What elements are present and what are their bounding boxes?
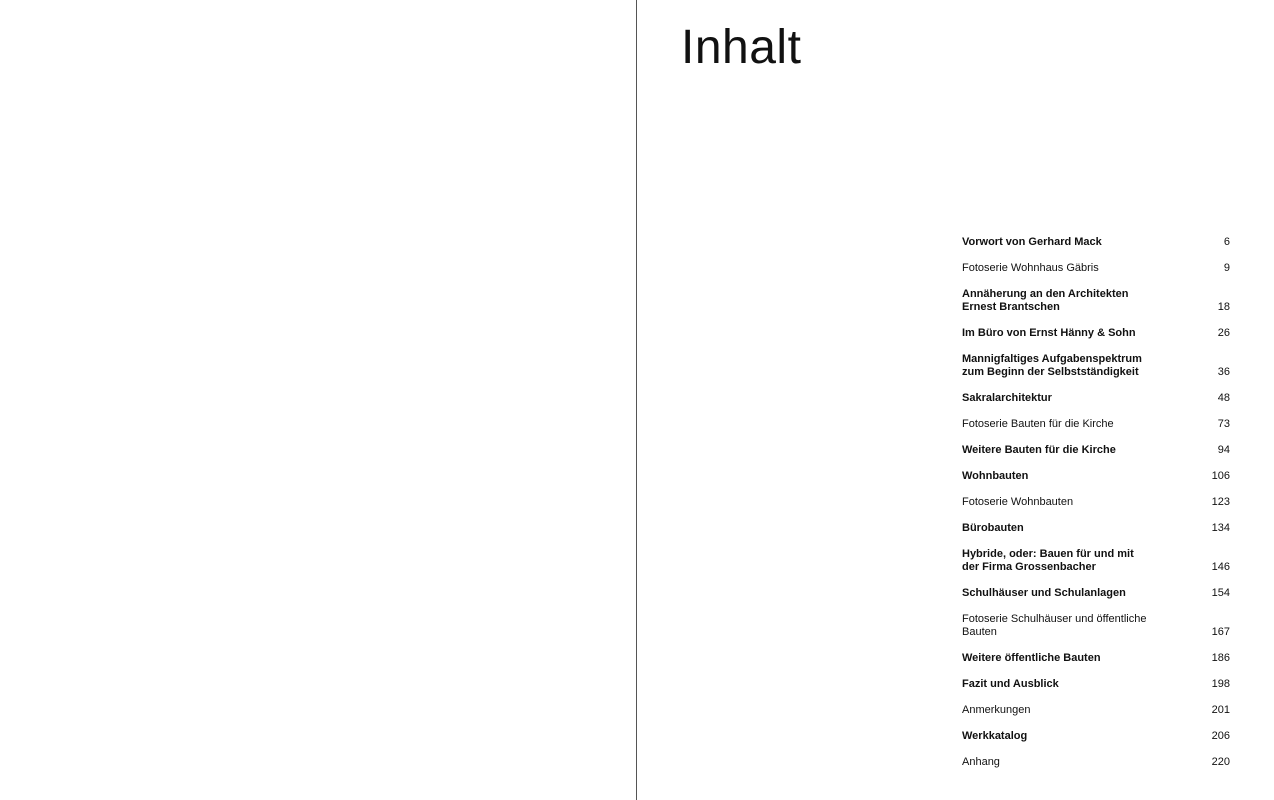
- toc-entry[interactable]: [962, 704, 1230, 717]
- toc-entry-title: Schulhäuser und Schulanlagen: [962, 587, 1126, 599]
- toc-entry[interactable]: [962, 327, 1230, 340]
- toc-entry[interactable]: [962, 756, 1230, 769]
- toc-entry-title: Vorwort von Gerhard Mack: [962, 236, 1102, 248]
- toc-entry-page: 154: [1211, 587, 1230, 599]
- table-of-contents: [962, 236, 1230, 782]
- toc-entry-page: 94: [1217, 444, 1230, 456]
- toc-entry[interactable]: [962, 730, 1230, 743]
- toc-entry[interactable]: [962, 522, 1230, 535]
- toc-entry-title: Bürobauten: [962, 522, 1024, 534]
- toc-entry[interactable]: [962, 548, 1230, 574]
- right-page: [637, 0, 1274, 800]
- toc-entry[interactable]: [962, 652, 1230, 665]
- toc-entry[interactable]: [962, 496, 1230, 509]
- toc-entry[interactable]: [962, 678, 1230, 691]
- toc-entry-title: Sakralarchitektur: [962, 392, 1052, 404]
- toc-entry-page: 9: [1223, 262, 1230, 274]
- toc-entry-page: 206: [1211, 730, 1230, 742]
- toc-entry[interactable]: [962, 587, 1230, 600]
- toc-entry-title: Weitere öffentliche Bauten: [962, 652, 1101, 664]
- toc-entry-title: Werkkatalog: [962, 730, 1028, 742]
- toc-entry-title: Fotoserie Bauten für die Kirche: [962, 418, 1114, 430]
- toc-entry-title: Wohnbauten: [962, 470, 1029, 482]
- toc-entry-title: Anhang: [962, 756, 1000, 768]
- toc-entry-title: Anmerkungen: [962, 704, 1031, 716]
- toc-entry-page: 146: [1211, 561, 1230, 573]
- toc-entry-title: Fotoserie Wohnbauten: [962, 496, 1074, 508]
- toc-entry[interactable]: [962, 262, 1230, 275]
- left-page: [0, 0, 636, 800]
- toc-entry-title: Hybride, oder: Bauen für und mit der Firma Grossenbacher: [962, 548, 1134, 573]
- toc-entry-title: Fazit und Ausblick: [962, 678, 1059, 690]
- toc-entry-page: 198: [1211, 678, 1230, 690]
- toc-entry-page: 201: [1211, 704, 1230, 716]
- toc-entry-page: 6: [1223, 236, 1230, 248]
- toc-entry-page: 220: [1211, 756, 1230, 768]
- toc-entry[interactable]: [962, 353, 1230, 379]
- toc-entry-title: Fotoserie Schulhäuser und öffentliche Bauten: [962, 613, 1147, 638]
- toc-entry-page: 26: [1217, 327, 1230, 339]
- toc-entry[interactable]: [962, 288, 1230, 314]
- toc-entry[interactable]: [962, 444, 1230, 457]
- toc-entry[interactable]: [962, 418, 1230, 431]
- toc-entry-page: 73: [1217, 418, 1230, 430]
- toc-entry-page: 167: [1211, 626, 1230, 638]
- toc-entry[interactable]: [962, 613, 1230, 639]
- toc-entry-page: 18: [1217, 301, 1230, 313]
- toc-entry-page: 186: [1211, 652, 1230, 664]
- toc-entry-title: Weitere Bauten für die Kirche: [962, 444, 1116, 456]
- toc-entry-title: Annäherung an den Architekten Ernest Brantschen: [962, 288, 1129, 313]
- page-title: Inhalt: [681, 21, 802, 74]
- toc-entry-page: 48: [1217, 392, 1230, 404]
- toc-entry-page: 123: [1211, 496, 1230, 508]
- toc-entry[interactable]: [962, 236, 1230, 249]
- toc-entry[interactable]: [962, 392, 1230, 405]
- toc-entry-title: Fotoserie Wohnhaus Gäbris: [962, 262, 1099, 274]
- toc-entry-title: Mannigfaltiges Aufgabenspektrum zum Beginn der Selbstständigkeit: [962, 353, 1142, 378]
- toc-entry-page: 36: [1217, 366, 1230, 378]
- toc-entry-page: 134: [1211, 522, 1230, 534]
- toc-entry[interactable]: [962, 470, 1230, 483]
- toc-entry-title: Im Büro von Ernst Hänny & Sohn: [962, 327, 1136, 339]
- toc-entry-page: 106: [1211, 470, 1230, 482]
